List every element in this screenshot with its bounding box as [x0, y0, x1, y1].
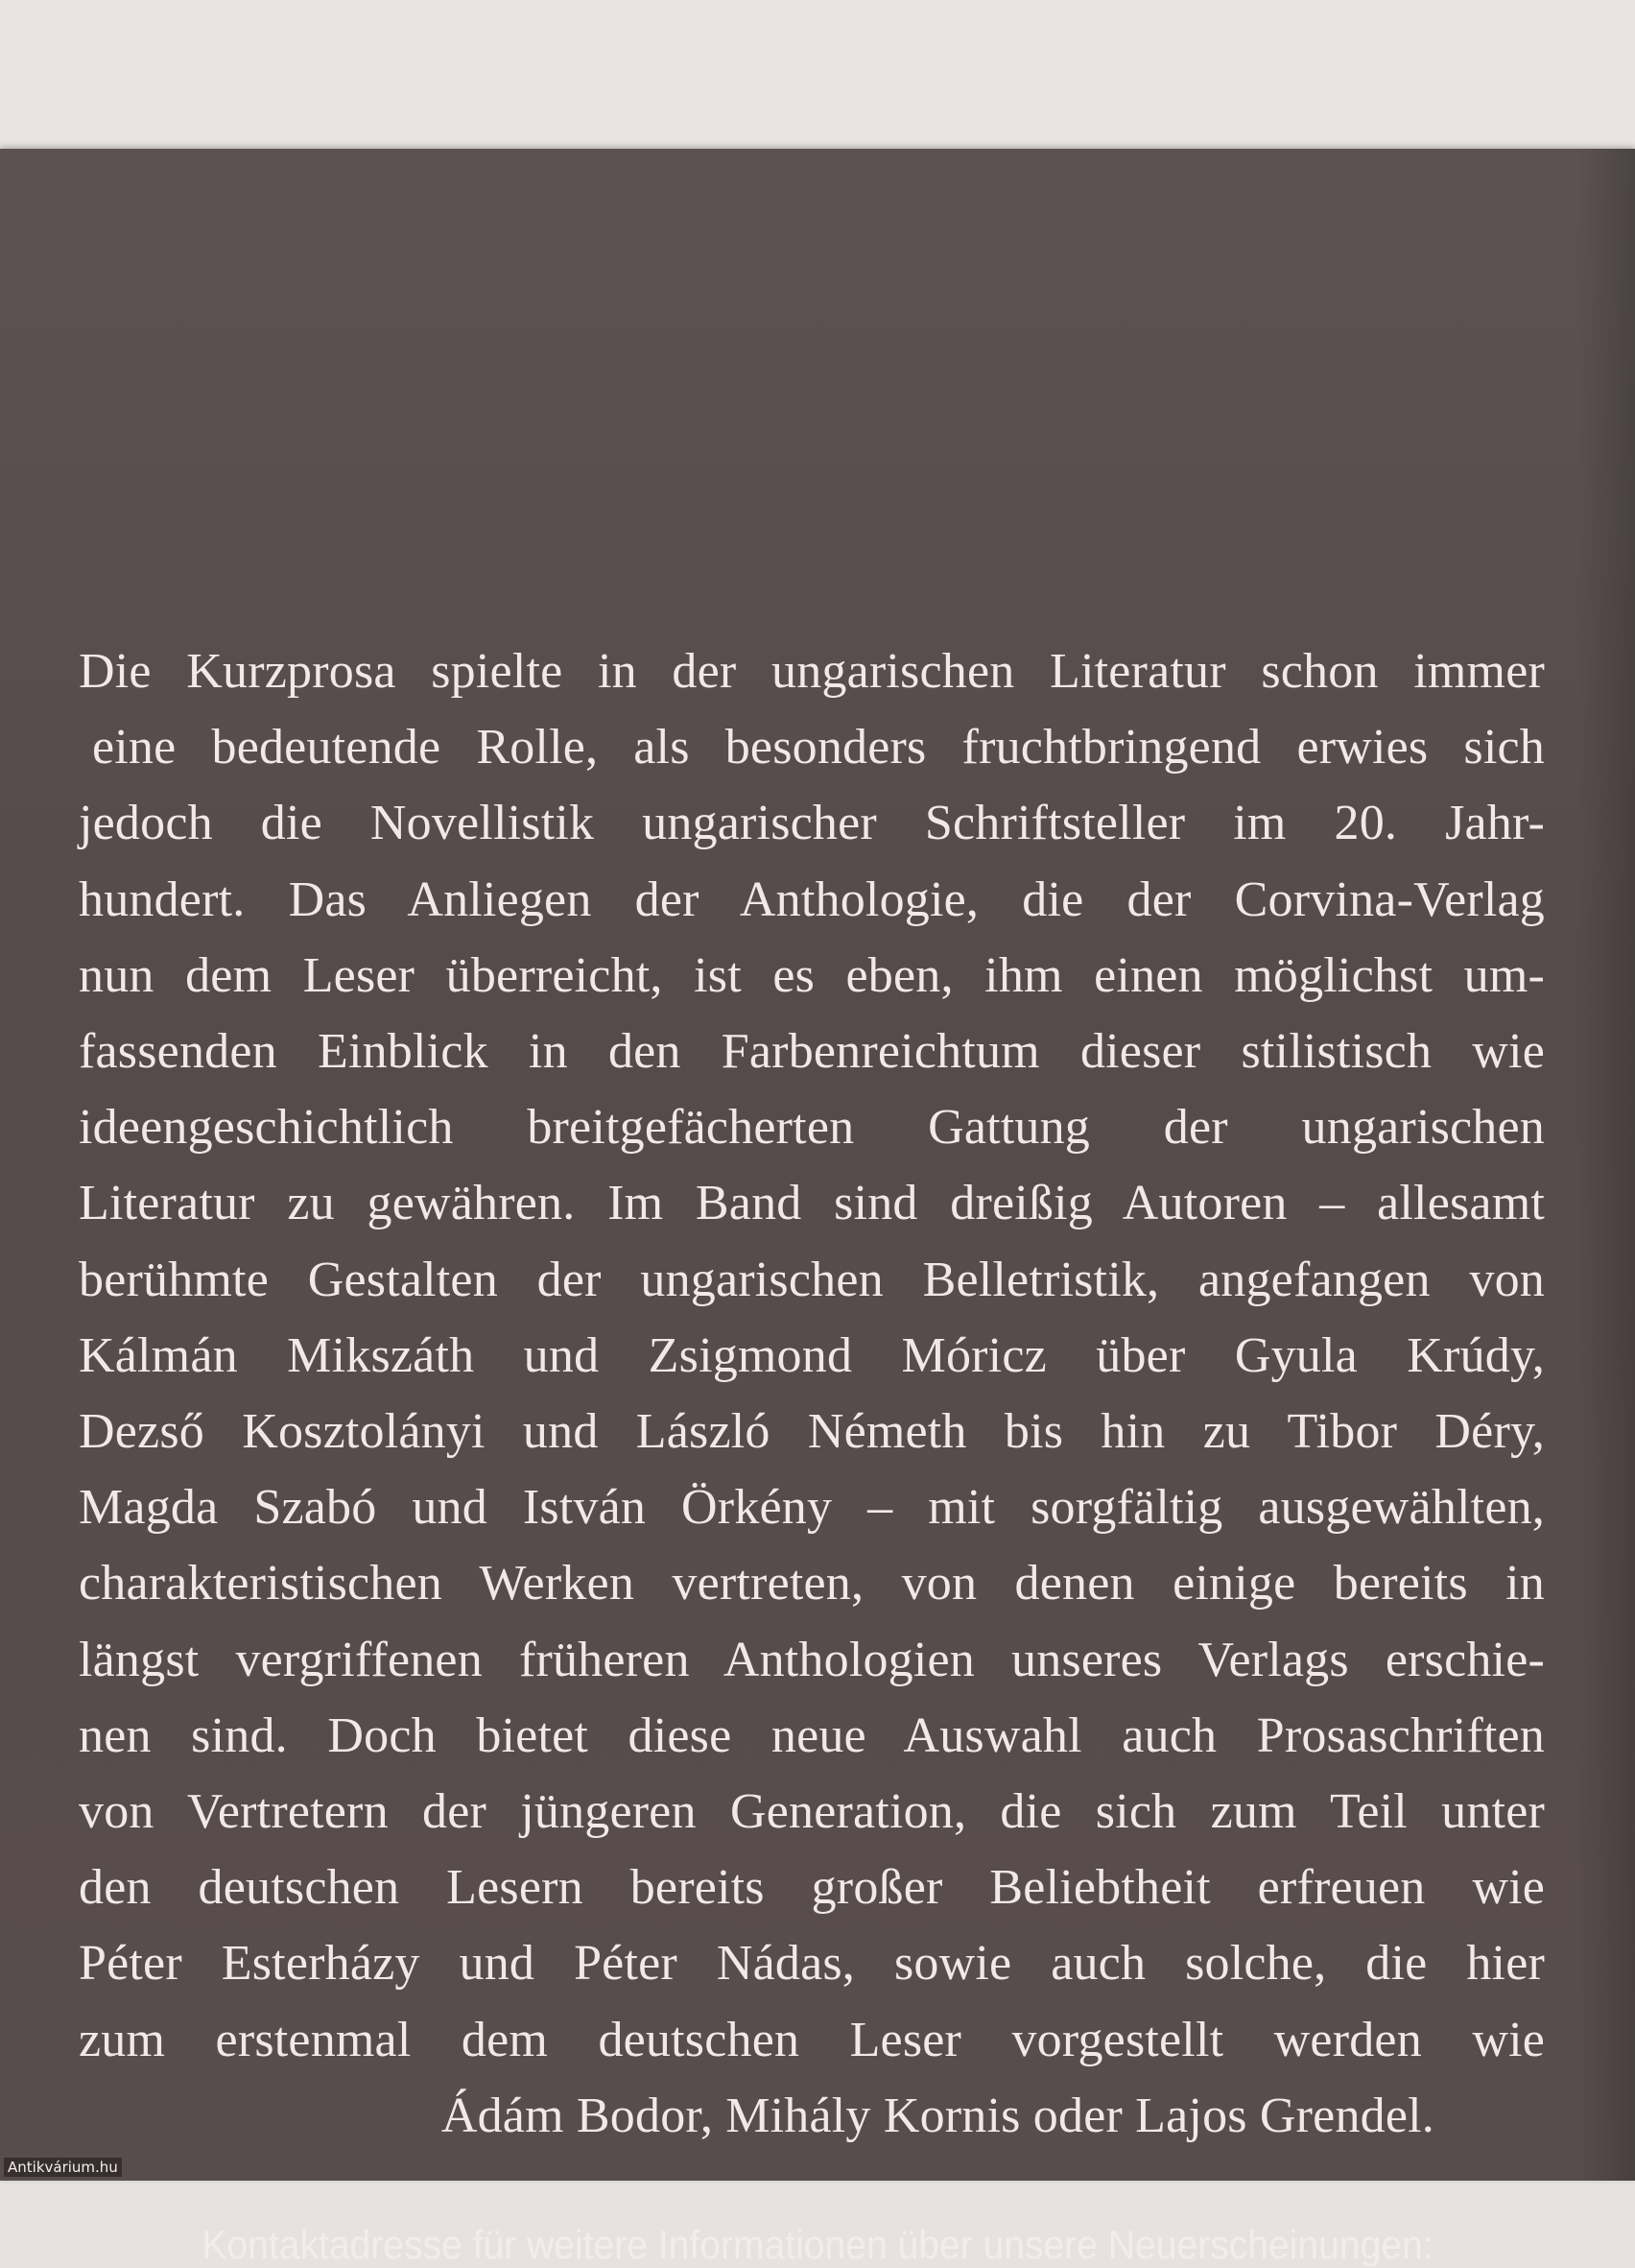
blurb-line: Die Kurzprosa spielte in der ungarischen Literatur schon immer — [79, 644, 1545, 699]
cover-blurb — [79, 633, 1545, 2154]
blurb-line: Magda Szabó und István Örkény – mit sorgfältig ausgewählten, — [79, 1480, 1545, 1536]
contact-address-label: Kontaktadresse für weitere Informationen über unsere Neuerscheinungen: — [201, 2222, 1434, 2267]
blurb-line: den deutschen Lesern bereits großer Beliebtheit erfreuen wie — [79, 1860, 1545, 1916]
blurb-line: zum erstenmal dem deutschen Leser vorgestellt werden wie — [79, 2012, 1545, 2067]
watermark: Antikvárium.hu — [4, 2158, 122, 2177]
blurb-line: Dezső Kosztolányi und László Németh bis hin zu Tibor Déry, — [79, 1404, 1545, 1460]
blurb-line: hundert. Das Anliegen der Anthologie, die der Corvina-Verlag — [79, 871, 1545, 927]
blurb-line: Literatur zu gewähren. Im Band sind dreißig Autoren – allesamt — [79, 1176, 1545, 1231]
blurb-line: ideengeschichtlich breitgefächerten Gattung der ungarischen — [79, 1100, 1545, 1156]
blurb-line: fassenden Einblick in den Farbenreichtum dieser stilistisch wie — [79, 1024, 1545, 1080]
blurb-line: nen sind. Doch bietet diese neue Auswahl auch Prosaschriften — [79, 1707, 1545, 1763]
blurb-line: berühmte Gestalten der ungarischen Belletristik, angefangen von — [79, 1252, 1545, 1307]
blurb-line: von Vertretern der jüngeren Generation, die sich zum Teil unter — [79, 1784, 1545, 1840]
blurb-line: Kálmán Mikszáth und Zsigmond Móricz über Gyula Krúdy, — [79, 1327, 1545, 1383]
blurb-line: nun dem Leser überreicht, ist es eben, ihm einen möglichst um- — [79, 947, 1545, 1003]
blurb-line: Péter Esterházy und Péter Nádas, sowie auch solche, die hier — [79, 1936, 1545, 1992]
blurb-line: jedoch die Novellistik ungarischer Schriftsteller im 20. Jahr- — [79, 796, 1545, 851]
blurb-line: längst vergriffenen früheren Anthologien unseres Verlags erschie- — [79, 1632, 1545, 1687]
blurb-line: eine bedeutende Rolle, als besonders fruchtbringend erwies sich — [92, 720, 1545, 776]
blurb-line: charakteristischen Werken vertreten, von denen einige bereits in — [79, 1556, 1545, 1611]
blurb-line: Ádám Bodor, Mihály Kornis oder Lajos Grendel. — [440, 2088, 1434, 2143]
back-cover — [0, 149, 1635, 2267]
